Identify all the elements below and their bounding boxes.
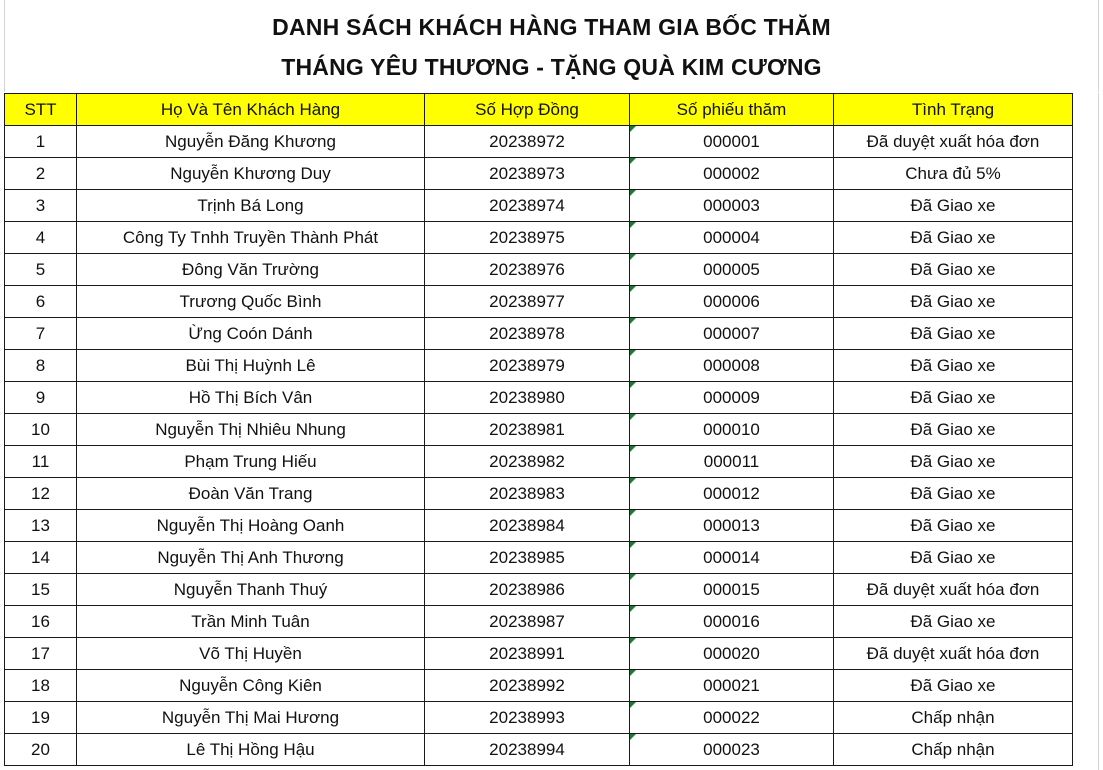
cell-stt[interactable]: 20: [5, 734, 77, 766]
cell-stt[interactable]: 3: [5, 190, 77, 222]
table-row: [5, 606, 1073, 638]
cell-stt[interactable]: 10: [5, 414, 77, 446]
merged-title-cell[interactable]: [4, 0, 1099, 92]
table-row: [5, 350, 1073, 382]
cell-contract-number[interactable]: 20238981: [425, 414, 630, 446]
cell-status[interactable]: Đã Giao xe: [834, 606, 1073, 638]
cell-customer-name[interactable]: Trịnh Bá Long: [77, 190, 425, 222]
cell-status[interactable]: Đã Giao xe: [834, 542, 1073, 574]
cell-status[interactable]: Đã Giao xe: [834, 446, 1073, 478]
cell-customer-name[interactable]: Nguyễn Khương Duy: [77, 158, 425, 190]
cell-customer-name[interactable]: Nguyễn Thị Anh Thương: [77, 542, 425, 574]
cell-status[interactable]: Đã Giao xe: [834, 478, 1073, 510]
cell-stt[interactable]: 5: [5, 254, 77, 286]
cell-ticket-number[interactable]: 000013: [630, 510, 834, 542]
cell-status[interactable]: Chưa đủ 5%: [834, 158, 1073, 190]
title-line-2: THÁNG YÊU THƯƠNG - TẶNG QUÀ KIM CƯƠNG: [281, 54, 822, 80]
cell-contract-number[interactable]: 20238978: [425, 318, 630, 350]
cell-contract-number[interactable]: 20238974: [425, 190, 630, 222]
cell-stt[interactable]: 18: [5, 670, 77, 702]
empty-column-gridline: [1072, 93, 1099, 770]
cell-ticket-number[interactable]: 000016: [630, 606, 834, 638]
cell-contract-number[interactable]: 20238982: [425, 446, 630, 478]
cell-customer-name[interactable]: Ừng Coón Dánh: [77, 318, 425, 350]
cell-stt[interactable]: 7: [5, 318, 77, 350]
cell-ticket-number[interactable]: 000011: [630, 446, 834, 478]
cell-stt[interactable]: 17: [5, 638, 77, 670]
cell-customer-name[interactable]: Đoàn Văn Trang: [77, 478, 425, 510]
cell-status[interactable]: Đã Giao xe: [834, 670, 1073, 702]
cell-contract-number[interactable]: 20238987: [425, 606, 630, 638]
cell-ticket-number[interactable]: 000006: [630, 286, 834, 318]
header-cell-stt[interactable]: STT: [5, 94, 77, 126]
cell-stt[interactable]: 16: [5, 606, 77, 638]
header-cell-contract-number[interactable]: Số Hợp Đồng: [425, 94, 630, 126]
cell-status[interactable]: Đã Giao xe: [834, 318, 1073, 350]
cell-ticket-number[interactable]: 000003: [630, 190, 834, 222]
cell-customer-name[interactable]: Nguyễn Đăng Khương: [77, 126, 425, 158]
table-body: [5, 126, 1073, 766]
table-row: [5, 318, 1073, 350]
cell-stt[interactable]: 19: [5, 702, 77, 734]
cell-ticket-number[interactable]: 000002: [630, 158, 834, 190]
table-row: [5, 446, 1073, 478]
cell-contract-number[interactable]: 20238983: [425, 478, 630, 510]
table-row: [5, 478, 1073, 510]
header-row: [5, 94, 1073, 126]
cell-stt[interactable]: 4: [5, 222, 77, 254]
customer-table: [4, 93, 1073, 766]
cell-contract-number[interactable]: 20238979: [425, 350, 630, 382]
cell-contract-number[interactable]: 20238994: [425, 734, 630, 766]
cell-ticket-number[interactable]: 000020: [630, 638, 834, 670]
table-row: [5, 670, 1073, 702]
table-row: [5, 254, 1073, 286]
table-row: [5, 158, 1073, 190]
cell-contract-number[interactable]: 20238975: [425, 222, 630, 254]
cell-contract-number[interactable]: 20238993: [425, 702, 630, 734]
cell-customer-name[interactable]: Đông Văn Trường: [77, 254, 425, 286]
table-row: [5, 574, 1073, 606]
cell-customer-name[interactable]: Công Ty Tnhh Truyền Thành Phát: [77, 222, 425, 254]
cell-customer-name[interactable]: Nguyễn Thị Mai Hương: [77, 702, 425, 734]
cell-stt[interactable]: 15: [5, 574, 77, 606]
table-row: [5, 286, 1073, 318]
cell-status[interactable]: Đã Giao xe: [834, 254, 1073, 286]
cell-customer-name[interactable]: Nguyễn Thanh Thuý: [77, 574, 425, 606]
cell-status[interactable]: Đã Giao xe: [834, 286, 1073, 318]
cell-contract-number[interactable]: 20238991: [425, 638, 630, 670]
cell-customer-name[interactable]: Nguyễn Thị Hoàng Oanh: [77, 510, 425, 542]
table-row: [5, 542, 1073, 574]
table-row: [5, 414, 1073, 446]
cell-stt[interactable]: 9: [5, 382, 77, 414]
cell-contract-number[interactable]: 20238980: [425, 382, 630, 414]
cell-status[interactable]: Đã duyệt xuất hóa đơn: [834, 126, 1073, 158]
cell-ticket-number[interactable]: 000008: [630, 350, 834, 382]
header-cell-ticket-number[interactable]: Số phiếu thăm: [630, 94, 834, 126]
cell-customer-name[interactable]: Bùi Thị Huỳnh Lê: [77, 350, 425, 382]
cell-customer-name[interactable]: Trương Quốc Bình: [77, 286, 425, 318]
cell-contract-number[interactable]: 20238986: [425, 574, 630, 606]
cell-contract-number[interactable]: 20238984: [425, 510, 630, 542]
cell-contract-number[interactable]: 20238976: [425, 254, 630, 286]
table-row: [5, 702, 1073, 734]
cell-contract-number[interactable]: 20238992: [425, 670, 630, 702]
cell-stt[interactable]: 8: [5, 350, 77, 382]
title-line-1: DANH SÁCH KHÁCH HÀNG THAM GIA BỐC THĂM: [272, 14, 831, 40]
cell-status[interactable]: Chấp nhận: [834, 702, 1073, 734]
cell-contract-number[interactable]: 20238977: [425, 286, 630, 318]
cell-status[interactable]: Đã duyệt xuất hóa đơn: [834, 638, 1073, 670]
cell-stt[interactable]: 1: [5, 126, 77, 158]
cell-status[interactable]: Đã Giao xe: [834, 382, 1073, 414]
cell-status[interactable]: Đã Giao xe: [834, 350, 1073, 382]
cell-customer-name[interactable]: Nguyễn Công Kiên: [77, 670, 425, 702]
cell-status[interactable]: Đã Giao xe: [834, 510, 1073, 542]
cell-stt[interactable]: 11: [5, 446, 77, 478]
cell-ticket-number[interactable]: 000004: [630, 222, 834, 254]
cell-status[interactable]: Đã Giao xe: [834, 190, 1073, 222]
cell-status[interactable]: Đã Giao xe: [834, 222, 1073, 254]
cell-contract-number[interactable]: 20238972: [425, 126, 630, 158]
cell-ticket-number[interactable]: 000010: [630, 414, 834, 446]
cell-ticket-number[interactable]: 000001: [630, 126, 834, 158]
cell-ticket-number[interactable]: 000007: [630, 318, 834, 350]
cell-customer-name[interactable]: Trần Minh Tuân: [77, 606, 425, 638]
cell-status[interactable]: Đã duyệt xuất hóa đơn: [834, 574, 1073, 606]
cell-customer-name[interactable]: Nguyễn Thị Nhiêu Nhung: [77, 414, 425, 446]
cell-stt[interactable]: 13: [5, 510, 77, 542]
cell-ticket-number[interactable]: 000015: [630, 574, 834, 606]
table-row: [5, 190, 1073, 222]
table-row: [5, 734, 1073, 766]
cell-status[interactable]: Chấp nhận: [834, 734, 1073, 766]
cell-ticket-number[interactable]: 000012: [630, 478, 834, 510]
table-row: [5, 382, 1073, 414]
cell-ticket-number[interactable]: 000023: [630, 734, 834, 766]
cell-ticket-number[interactable]: 000014: [630, 542, 834, 574]
cell-ticket-number[interactable]: 000022: [630, 702, 834, 734]
cell-customer-name[interactable]: Lê Thị Hồng Hậu: [77, 734, 425, 766]
table-row: [5, 638, 1073, 670]
cell-status[interactable]: Đã Giao xe: [834, 414, 1073, 446]
table-row: [5, 222, 1073, 254]
cell-contract-number[interactable]: 20238973: [425, 158, 630, 190]
cell-ticket-number[interactable]: 000009: [630, 382, 834, 414]
cell-contract-number[interactable]: 20238985: [425, 542, 630, 574]
cell-stt[interactable]: 2: [5, 158, 77, 190]
cell-ticket-number[interactable]: 000021: [630, 670, 834, 702]
cell-stt[interactable]: 14: [5, 542, 77, 574]
cell-stt[interactable]: 6: [5, 286, 77, 318]
cell-customer-name[interactable]: Phạm Trung Hiếu: [77, 446, 425, 478]
header-cell-status[interactable]: Tình Trạng: [834, 94, 1073, 126]
table-row: [5, 126, 1073, 158]
cell-ticket-number[interactable]: 000005: [630, 254, 834, 286]
cell-customer-name[interactable]: Hồ Thị Bích Vân: [77, 382, 425, 414]
header-cell-customer-name[interactable]: Họ Và Tên Khách Hàng: [77, 94, 425, 126]
cell-stt[interactable]: 12: [5, 478, 77, 510]
cell-customer-name[interactable]: Võ Thị Huyền: [77, 638, 425, 670]
table-row: [5, 510, 1073, 542]
